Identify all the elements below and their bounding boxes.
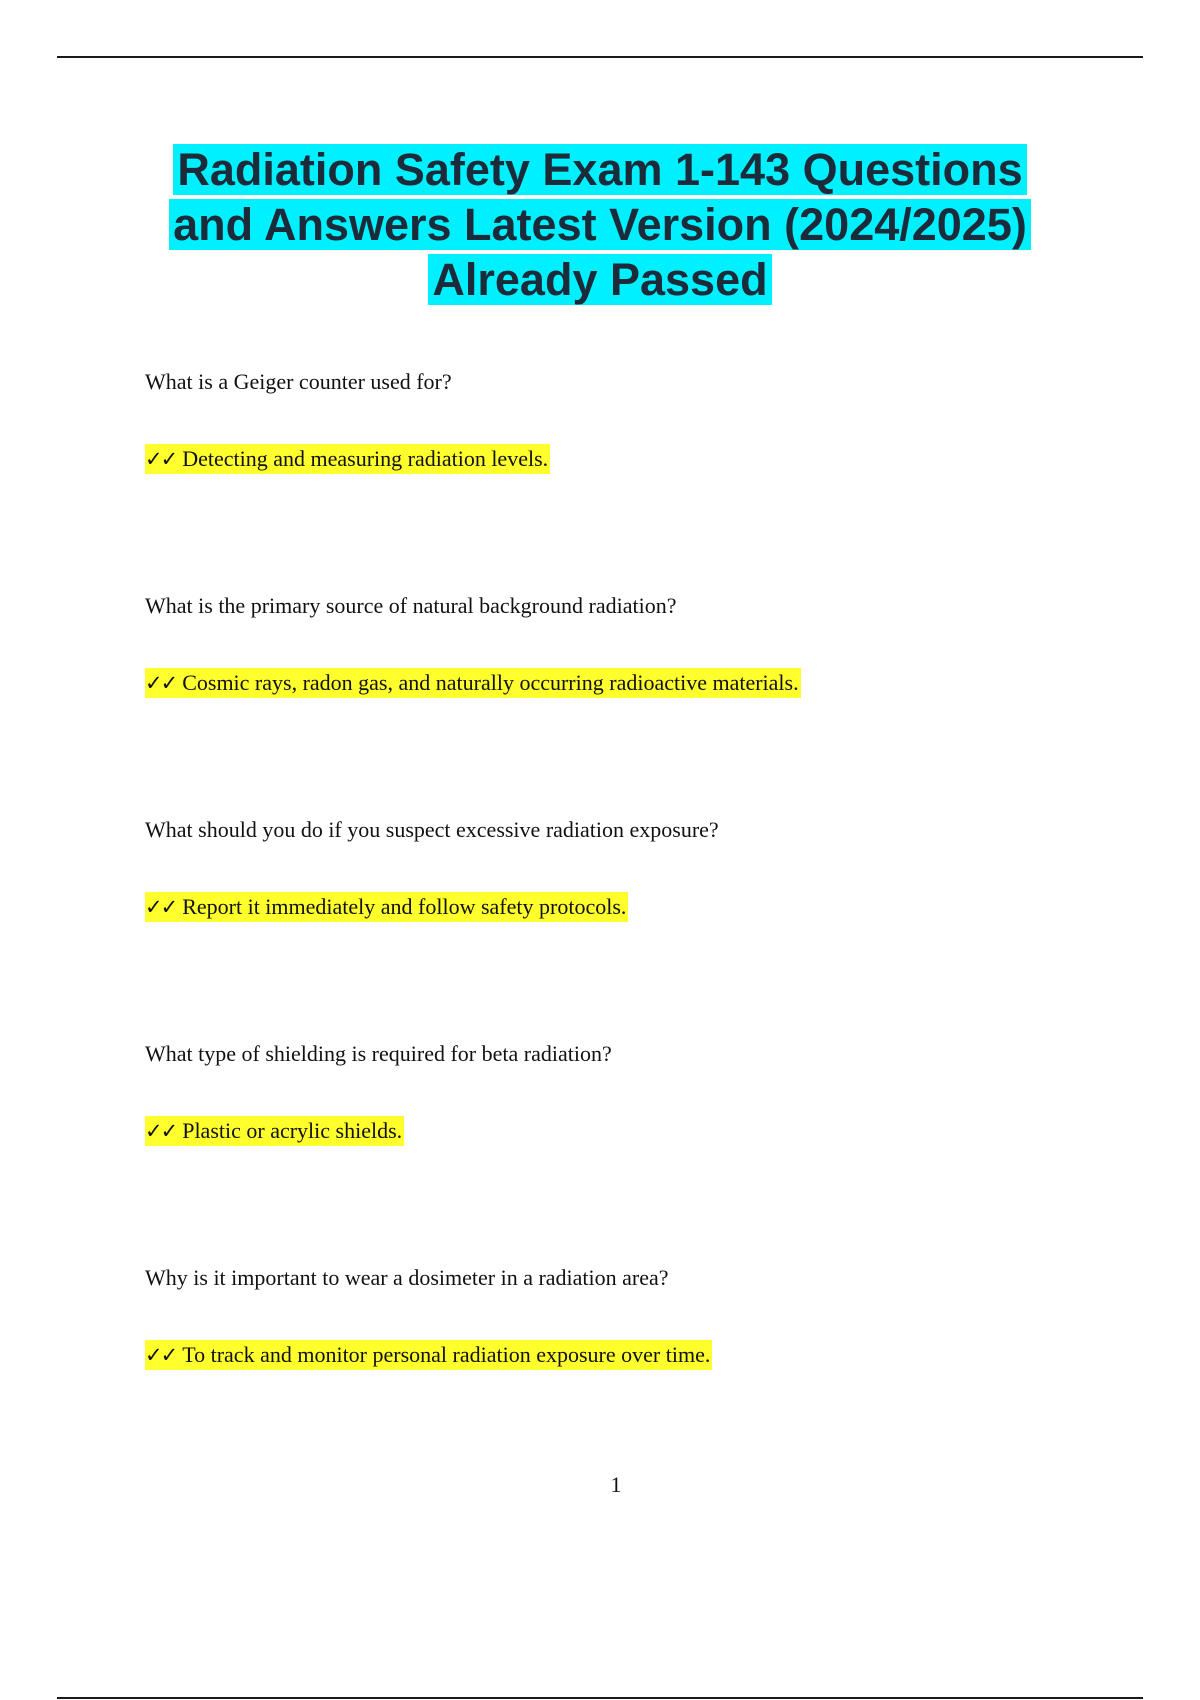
double-check-icon: ✓✓ xyxy=(145,671,177,695)
question-text: What type of shielding is required for beta radiation? xyxy=(145,1041,612,1066)
double-check-icon: ✓✓ xyxy=(145,1343,177,1367)
title-line-1: Radiation Safety Exam 1-143 Questions xyxy=(173,144,1026,195)
double-check-icon: ✓✓ xyxy=(145,1119,177,1143)
question-text: What is a Geiger counter used for? xyxy=(145,369,452,394)
title-line-2: and Answers Latest Version (2024/2025) xyxy=(169,199,1031,250)
answer-text-block xyxy=(145,1116,404,1146)
page-number: 1 xyxy=(610,1472,622,1497)
answer-text-block xyxy=(145,1340,712,1370)
answer-text-block xyxy=(145,892,628,922)
question-text: What is the primary source of natural background radiation? xyxy=(145,593,677,618)
bottom-rule xyxy=(57,1697,1143,1699)
title-line-3: Already Passed xyxy=(428,254,771,305)
answer-text: Plastic or acrylic shields. xyxy=(182,1118,403,1143)
qa-item-1 xyxy=(145,368,1105,474)
answer-text: Report it immediately and follow safety protocols. xyxy=(182,894,627,919)
qa-item-3 xyxy=(145,816,1105,922)
qa-item-2 xyxy=(145,592,1105,698)
question-text: Why is it important to wear a dosimeter in a radiation area? xyxy=(145,1265,669,1290)
top-rule xyxy=(57,56,1143,58)
answer-text: To track and monitor personal radiation exposure over time. xyxy=(182,1342,711,1367)
qa-item-4 xyxy=(145,1040,1105,1146)
double-check-icon: ✓✓ xyxy=(145,895,177,919)
document-title xyxy=(100,142,1100,307)
answer-text-block xyxy=(145,668,801,698)
answer-text: Cosmic rays, radon gas, and naturally occurring radioactive materials. xyxy=(182,670,799,695)
double-check-icon: ✓✓ xyxy=(145,447,177,471)
qa-item-5 xyxy=(145,1264,1105,1370)
question-text: What should you do if you suspect excessive radiation exposure? xyxy=(145,817,719,842)
answer-text: Detecting and measuring radiation levels. xyxy=(182,446,549,471)
answer-text-block xyxy=(145,444,550,474)
